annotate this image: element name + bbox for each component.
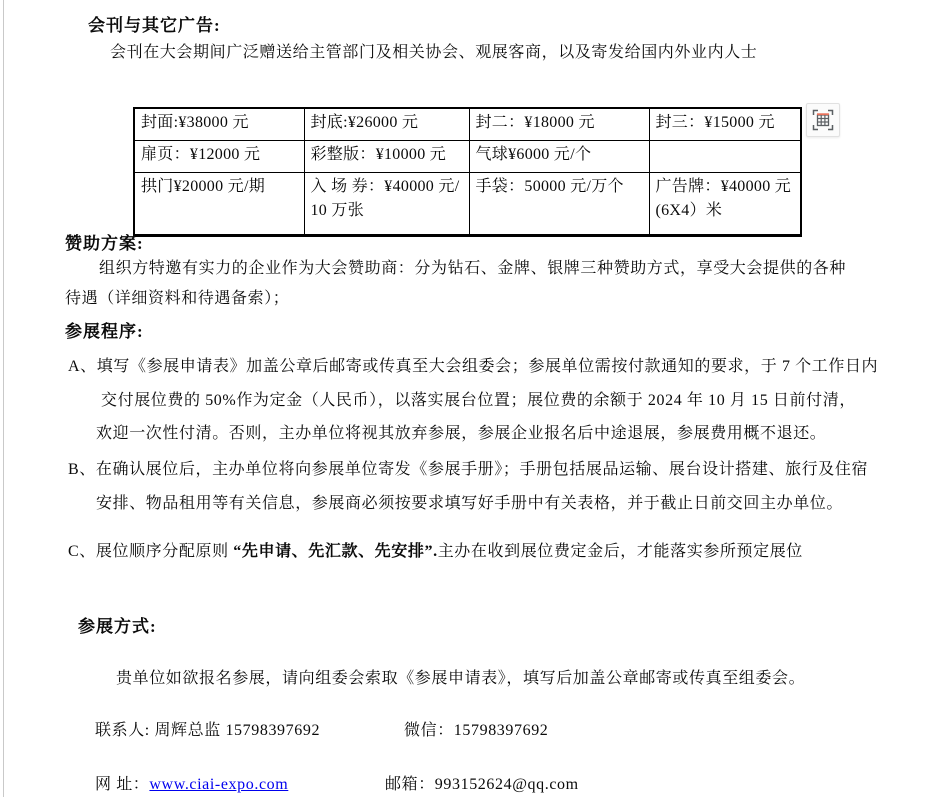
price-cell-title-page: 扉页：¥12000 元 (134, 141, 304, 173)
price-cell-inside-front: 封二：¥18000 元 (469, 108, 649, 141)
contact-wechat: 微信：15798397692 (404, 722, 549, 739)
price-cell-arch: 拱门¥20000 元/期 (134, 173, 304, 236)
procedure-item-a-line2: 交付展位费的 50%作为定金（人民币），以落实展台位置；展位费的余额于 2024 年 10 月 15 日前付清， (101, 392, 856, 409)
table-row (134, 173, 801, 236)
price-cell-ticket: 入 场 券：¥40000 元/10 万张 (304, 173, 469, 236)
participation-text: 贵单位如欲报名参展，请向组委会索取《参展申请表》，填写后加盖公章邮寄或传真至组委会。 (116, 670, 806, 687)
procedure-item-c (68, 541, 803, 563)
procedure-item-c-prefix: C、展位顺序分配原则 (68, 543, 234, 560)
price-cell-inside-back: 封三：¥15000 元 (649, 108, 801, 141)
sponsor-text-line1: 组织方特邀有实力的企业作为大会赞助商：分为钻石、金牌、银牌三种赞助方式，享受大会提供的各种 (99, 260, 847, 277)
price-cell-back-cover: 封底:¥26000 元 (304, 108, 469, 141)
procedure-item-c-principle: “先申请、先汇款、先安排”. (233, 543, 438, 560)
price-cell-handbag: 手袋：50000 元/万个 (469, 173, 649, 236)
price-cell-balloon: 气球¥6000 元/个 (469, 141, 649, 173)
procedure-item-c-suffix: 主办在收到展位费定金后，才能落实参所预定展位 (437, 543, 803, 560)
contact-website-row (95, 771, 288, 794)
price-cell-empty (649, 141, 801, 173)
contact-person: 联系人: 周辉总监 15798397692 (95, 722, 321, 739)
sponsor-section-heading: 赞助方案: (65, 234, 144, 253)
contact-email: 邮箱：993152624@qq.com (385, 776, 579, 793)
price-cell-billboard: 广告牌：¥40000 元 (6X4）米 (649, 173, 801, 236)
table-select-button[interactable] (806, 103, 840, 137)
table-row (134, 141, 801, 173)
website-label: 网 址： (95, 776, 150, 793)
procedure-item-a-line3: 欢迎一次性付清。否则，主办单位将视其放弃参展，参展企业报名后中途退展，参展费用概不退还。 (96, 425, 827, 442)
procedure-section-heading: 参展程序: (65, 322, 144, 341)
procedure-item-b-line1: B、在确认展位后，主办单位将向参展单位寄发《参展手册》；手册包括展品运输、展台设计搭建、旅行及住宿 (68, 461, 869, 478)
procedure-item-a-line1: A、填写《参展申请表》加盖公章后邮寄或传真至大会组委会；参展单位需按付款通知的要求，于 7 个工作日内 (68, 358, 879, 375)
table-select-icon (812, 109, 834, 131)
sponsor-text-line2: 待遇（详细资料和待遇备索）； (65, 290, 290, 307)
advert-section-heading: 会刊与其它广告: (88, 16, 221, 35)
price-cell-cover: 封面:¥38000 元 (134, 108, 304, 141)
advert-intro-text: 会刊在大会期间广泛赠送给主管部门及相关协会、观展客商，以及寄发给国内外业内人士 (110, 44, 758, 61)
table-row (134, 108, 801, 141)
page-left-border (3, 0, 4, 797)
price-cell-color-page: 彩整版：¥10000 元 (304, 141, 469, 173)
website-link[interactable]: www.ciai-expo.com (149, 776, 289, 793)
participation-section-heading: 参展方式: (78, 617, 157, 636)
procedure-item-b-line2: 安排、物品租用等有关信息，参展商必须按要求填写好手册中有关表格，并于截止日前交回主办单位。 (96, 495, 844, 512)
advert-price-table (133, 107, 802, 237)
